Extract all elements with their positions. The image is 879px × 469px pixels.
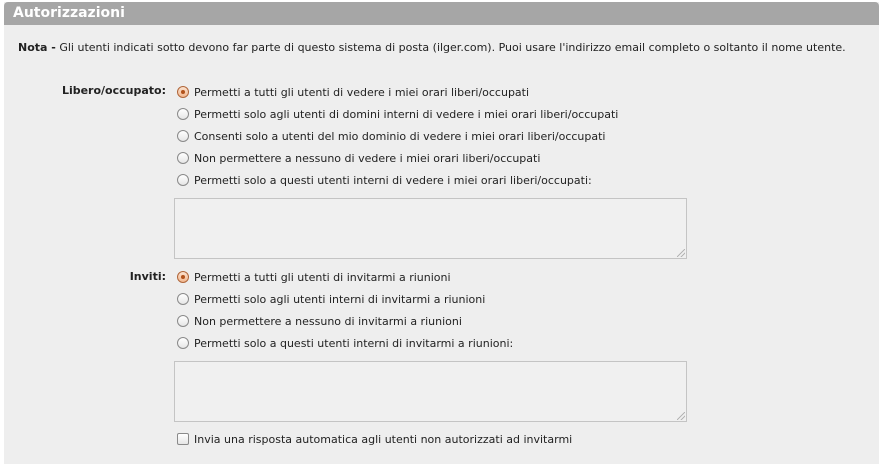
- freebusy-option-none[interactable]: [177, 150, 540, 166]
- invites-option-all[interactable]: [177, 269, 451, 285]
- resize-grip-icon[interactable]: [677, 249, 685, 257]
- invites-option-label: Non permettere a nessuno di invitarmi a riunioni: [194, 314, 462, 328]
- invites-label: Inviti:: [129, 270, 166, 283]
- invites-users-textarea[interactable]: [174, 361, 687, 422]
- freebusy-radio-specific-users[interactable]: [177, 174, 189, 186]
- auto-reply-option[interactable]: [177, 431, 572, 447]
- freebusy-label: Libero/occupato:: [61, 84, 166, 97]
- auto-reply-label: Invia una risposta automatica agli utenti non autorizzati ad invitarmi: [194, 432, 573, 446]
- invites-radio-all[interactable]: [177, 271, 189, 283]
- freebusy-users-textarea[interactable]: [174, 198, 687, 259]
- invites-option-specific-users[interactable]: [177, 335, 513, 351]
- freebusy-option-my-domain[interactable]: [177, 128, 606, 144]
- freebusy-radio-all[interactable]: [177, 86, 189, 98]
- freebusy-radio-none[interactable]: [177, 152, 189, 164]
- note: [18, 41, 846, 54]
- section-title: Autorizzazioni: [13, 5, 125, 21]
- note-label: Nota -: [18, 41, 56, 54]
- freebusy-option-label: Permetti solo a questi utenti interni di vedere i miei orari liberi/occupati:: [194, 173, 592, 187]
- invites-option-none[interactable]: [177, 313, 462, 329]
- freebusy-option-specific-users[interactable]: [177, 172, 592, 188]
- invites-radio-none[interactable]: [177, 315, 189, 327]
- freebusy-option-all[interactable]: [177, 84, 529, 100]
- freebusy-option-label: Permetti a tutti gli utenti di vedere i miei orari liberi/occupati: [194, 85, 530, 99]
- freebusy-option-label: Permetti solo agli utenti di domini interni di vedere i miei orari liberi/occupati: [194, 107, 619, 121]
- section-header: [4, 2, 879, 25]
- note-text: Gli utenti indicati sotto devono far parte di questo sistema di posta (ilger.com). Puoi usare l'indirizzo email completo o soltanto il nome utente.: [59, 41, 846, 54]
- invites-option-label: Permetti solo a questi utenti interni di invitarmi a riunioni:: [194, 336, 514, 350]
- auto-reply-checkbox[interactable]: [177, 433, 189, 445]
- freebusy-option-label: Non permettere a nessuno di vedere i miei orari liberi/occupati: [194, 151, 541, 165]
- invites-option-label: Permetti solo agli utenti interni di invitarmi a riunioni: [194, 292, 486, 306]
- invites-radio-internal[interactable]: [177, 293, 189, 305]
- freebusy-radio-my-domain[interactable]: [177, 130, 189, 142]
- freebusy-option-internal-domains[interactable]: [177, 106, 618, 122]
- freebusy-radio-internal-domains[interactable]: [177, 108, 189, 120]
- freebusy-option-label: Consenti solo a utenti del mio dominio di vedere i miei orari liberi/occupati: [194, 129, 606, 143]
- invites-radio-specific-users[interactable]: [177, 337, 189, 349]
- permissions-panel: [4, 2, 879, 464]
- invites-option-internal[interactable]: [177, 291, 485, 307]
- invites-option-label: Permetti a tutti gli utenti di invitarmi a riunioni: [194, 270, 451, 284]
- resize-grip-icon[interactable]: [677, 412, 685, 420]
